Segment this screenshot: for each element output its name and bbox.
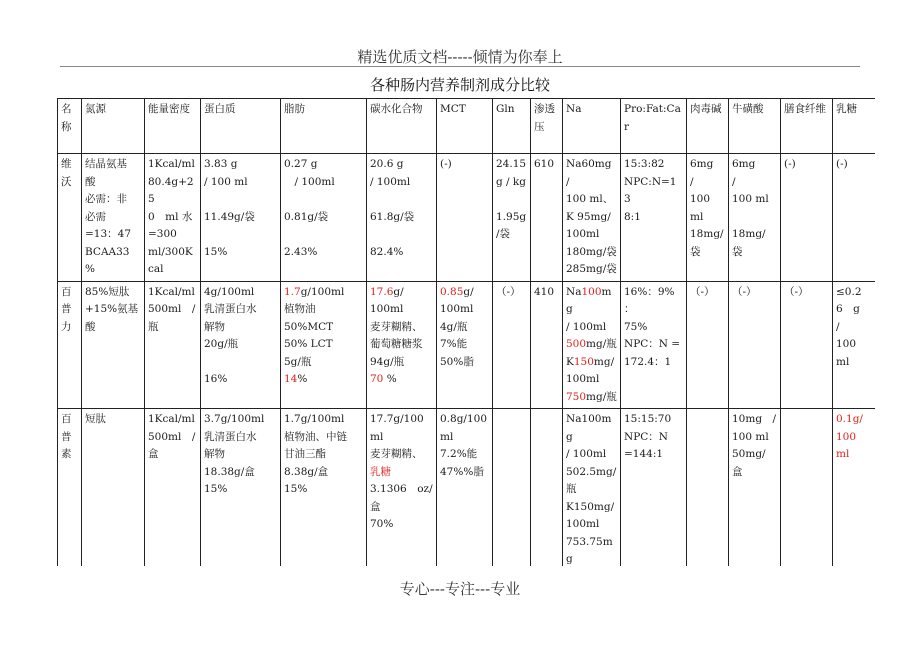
table-cell (531, 281, 563, 409)
cell-text: 150 (573, 355, 594, 368)
comparison-table-wrapper (57, 98, 875, 566)
cell-line: 2.43% (284, 245, 318, 258)
cell-text: 500 (566, 338, 587, 350)
cell-line: / 100ml (566, 448, 607, 460)
cell-line: 1Kcal/ml (148, 413, 195, 425)
cell-line: / 100ml (284, 175, 335, 188)
column-header: 氮源 (82, 99, 145, 154)
header-row (58, 99, 876, 154)
cell-line (284, 371, 363, 389)
table-cell (493, 409, 531, 567)
cell-line: 753.75mg (566, 535, 613, 565)
cell-line: 百 (61, 285, 72, 298)
table-cell (281, 154, 367, 282)
column-header: 脂肪 (281, 99, 367, 154)
cell-line (496, 191, 527, 209)
table-cell (563, 154, 621, 282)
cell-text: g/ (393, 285, 404, 298)
cell-line: NPC：N (624, 430, 668, 443)
cell-line: 100 (836, 338, 857, 350)
cell-line: 0.8g/100 (440, 413, 487, 425)
table-cell (82, 281, 145, 409)
cell-line (440, 301, 489, 319)
cell-line: 3.1306 oz/ (370, 483, 433, 495)
cell-line: 410 (534, 285, 555, 298)
table-cell (201, 154, 281, 282)
cell-line: 力 (61, 320, 72, 333)
table-cell (833, 281, 876, 409)
page-footer: 专心---专注---专业 (399, 580, 521, 598)
comparison-table (57, 98, 875, 566)
cell-text: 5g/瓶 (284, 355, 312, 368)
table-cell (145, 281, 201, 409)
cell-text: % (297, 373, 308, 385)
cell-line (370, 191, 433, 209)
cell-line (566, 371, 617, 389)
cell-line: NPC:N=13 (624, 175, 677, 205)
cell-line: （-） (732, 285, 757, 298)
cell-line (284, 226, 363, 244)
cell-text: / 100ml (566, 320, 607, 333)
cell-line: 6mg / (690, 158, 724, 188)
table-cell (833, 154, 876, 282)
cell-line: +15%氨基 (85, 303, 139, 315)
table-cell (531, 409, 563, 567)
cell-line (566, 319, 617, 337)
cell-line (284, 354, 363, 372)
cell-line: 18.38g/盒 (204, 465, 255, 478)
cell-line: 乳清蛋白水 (204, 303, 257, 315)
cell-line: 100ml (566, 228, 600, 240)
cell-text: 94g/瓶 (370, 355, 405, 368)
cell-text: 7%能 (440, 338, 468, 350)
cell-line (284, 284, 363, 302)
table-row (58, 154, 876, 282)
cell-line: 短肽 (85, 413, 106, 425)
cell-line: ≤0.2 (836, 285, 862, 298)
cell-text: 70 (370, 373, 387, 385)
cell-line: 4g/100ml (204, 285, 255, 298)
cell-text: 100ml (566, 373, 600, 385)
cell-line: 8.38g/盒 (284, 465, 329, 478)
table-cell (437, 154, 493, 282)
table-cell (729, 281, 781, 409)
cell-line (440, 354, 489, 372)
cell-line: 6 g / (836, 303, 871, 333)
table-cell (367, 154, 437, 282)
cell-line (284, 191, 363, 209)
table-cell (367, 409, 437, 567)
cell-line: 6mg / (732, 158, 777, 188)
cell-line: ml (440, 430, 454, 443)
cell-line: Na60mg / (566, 158, 612, 188)
page-header: 精选优质文档-----倾情为你奉上 (357, 48, 563, 66)
column-header: Pro:Fat:Car (621, 99, 687, 154)
cell-line (566, 389, 617, 407)
table-cell (58, 281, 82, 409)
cell-line: 82.4% (370, 245, 404, 258)
cell-line: 盒 (370, 500, 381, 513)
table-cell (437, 281, 493, 409)
cell-line: (-) (836, 158, 848, 170)
table-cell (145, 409, 201, 567)
cell-line: 15% (204, 245, 228, 258)
cell-text: g/ (463, 285, 474, 298)
cell-text: 麦芽糊精、 (370, 320, 423, 333)
cell-text: g/100ml (300, 285, 345, 298)
table-cell (493, 154, 531, 282)
table-cell (201, 409, 281, 567)
cell-line (496, 411, 527, 429)
table-cell (781, 281, 833, 409)
cell-line (370, 336, 433, 354)
cell-line: 0.81g/袋 (284, 210, 329, 223)
cell-line: 15:15:70 (624, 413, 672, 425)
cell-line (370, 226, 433, 244)
cell-line: 50mg/ (732, 448, 766, 460)
cell-line: 15% (204, 483, 228, 495)
cell-line: =13：47 (85, 228, 132, 240)
column-header: 乳糖 (833, 99, 876, 154)
table-cell (201, 281, 281, 409)
cell-line (284, 319, 363, 337)
cell-line (370, 319, 433, 337)
cell-line: ml (690, 210, 704, 223)
table-cell (281, 281, 367, 409)
cell-text: 50%脂 (440, 355, 474, 368)
cell-line (284, 336, 363, 354)
column-header: 肉毒碱 (687, 99, 729, 154)
cell-line (204, 226, 277, 244)
cell-text: 100ml (370, 303, 404, 315)
cell-text: mg/瓶 (586, 390, 617, 403)
cell-line: 3.7g/100ml (204, 413, 265, 425)
cell-line: 180mg/袋 (566, 245, 617, 258)
column-header: MCT (437, 99, 493, 154)
cell-line: 15:3:82 (624, 158, 665, 170)
cell-line: 盒 (148, 448, 159, 460)
table-cell (687, 281, 729, 409)
cell-line: 10mg / (732, 413, 777, 425)
cell-line: 必需：非 (85, 193, 127, 205)
cell-line: 瓶 (566, 483, 577, 495)
cell-line (370, 301, 433, 319)
table-cell (781, 409, 833, 567)
cell-line: 1Kcal/ml (148, 285, 195, 298)
cell-line: 结晶氨基 (85, 158, 127, 170)
table-cell (687, 154, 729, 282)
cell-text: 0.85 (440, 285, 464, 298)
cell-line: 盒 (732, 465, 743, 478)
cell-line: ml (836, 448, 850, 460)
cell-line (440, 284, 489, 302)
table-cell (729, 409, 781, 567)
cell-line: 502.5mg/ (566, 465, 617, 478)
cell-line: 85%短肽 (85, 285, 130, 298)
cell-text: 葡萄糖糖浆 (370, 338, 423, 350)
table-cell (82, 154, 145, 282)
cell-text: K (566, 355, 574, 368)
cell-line: 7.2%能 (440, 448, 478, 460)
table-cell (563, 281, 621, 409)
cell-line: 瓶 (148, 320, 159, 333)
cell-line: 乳糖 (370, 465, 391, 478)
cell-line: 袋 (732, 245, 743, 258)
cell-line: 0.27 g (284, 158, 318, 170)
cell-line: （-） (690, 285, 715, 298)
cell-line: Na100mg (566, 413, 612, 443)
cell-line: 100 ml (732, 430, 769, 443)
cell-line (440, 336, 489, 354)
cell-line: g / kg (496, 175, 527, 188)
column-header: 膳食纤维 (781, 99, 833, 154)
cell-line: 植物油、中链 (284, 430, 347, 443)
cell-line (204, 191, 277, 209)
cell-line (732, 209, 777, 227)
table-cell (145, 154, 201, 282)
cell-line: 百 (61, 413, 72, 425)
cell-text: mg (566, 285, 612, 315)
table-cell (729, 154, 781, 282)
cell-line: ml/300K (148, 245, 193, 258)
cell-text: 100ml (440, 303, 474, 315)
table-cell (621, 409, 687, 567)
cell-line: 17.7g/100ml (370, 413, 424, 443)
cell-line (370, 371, 433, 389)
cell-line (370, 354, 433, 372)
cell-line: 普 (61, 430, 72, 443)
cell-line (204, 354, 277, 372)
cell-line: / 100 ml (204, 175, 248, 188)
cell-text: 750 (566, 390, 587, 403)
cell-line: 必需 (85, 210, 106, 223)
cell-line: 18mg/ (690, 228, 724, 240)
cell-line: 解物 (204, 448, 225, 460)
cell-line: 解物 (204, 320, 225, 333)
cell-text: 14 (284, 373, 298, 385)
cell-line: （-） (496, 285, 521, 298)
cell-line: / 100ml (370, 175, 411, 188)
cell-text: 植物油 (284, 303, 316, 315)
cell-line: 20g/瓶 (204, 338, 239, 350)
cell-line: 素 (61, 448, 72, 460)
cell-line: 61.8g/袋 (370, 210, 415, 223)
header-rule (60, 66, 860, 67)
table-cell (833, 409, 876, 567)
cell-line: ： (624, 303, 635, 315)
cell-line (566, 284, 617, 319)
cell-line: 1Kcal/ml (148, 158, 195, 170)
cell-line (784, 411, 829, 429)
table-cell (531, 154, 563, 282)
table-row (58, 281, 876, 409)
table-cell (82, 409, 145, 567)
cell-text: 100 (581, 285, 602, 298)
cell-line: K 95mg/ (566, 210, 611, 223)
column-header: 名称 (58, 99, 82, 154)
cell-line: 乳清蛋白水 (204, 430, 257, 443)
cell-line: (-) (440, 158, 452, 170)
cell-line: 16%：9% (624, 285, 675, 298)
cell-line: 24.15 (496, 158, 527, 170)
cell-line: 100 (836, 430, 857, 443)
table-cell (687, 409, 729, 567)
cell-line: 75% (624, 320, 648, 333)
column-header: 蛋白质 (201, 99, 281, 154)
table-cell (58, 154, 82, 282)
cell-line: cal (148, 263, 164, 275)
cell-line: % (85, 263, 95, 275)
cell-line: 袋 (690, 245, 701, 258)
table-cell (621, 281, 687, 409)
cell-line: 70% (370, 518, 394, 530)
table-cell (781, 154, 833, 282)
table-cell (563, 409, 621, 567)
cell-line: K150mg/ (566, 500, 615, 513)
cell-line: 172.4：1 (624, 355, 672, 368)
cell-line: 普 (61, 303, 72, 315)
cell-line: 15% (284, 483, 308, 495)
cell-line: 麦芽糊精、 (370, 448, 423, 460)
cell-line: 285mg/袋 (566, 263, 617, 275)
table-cell (58, 409, 82, 567)
cell-line: 酸 (85, 175, 96, 188)
cell-line: 0.1g/ (836, 413, 863, 425)
cell-line: BCAA33 (85, 245, 130, 258)
document-title: 各种肠内营养制剂成分比较 (369, 76, 550, 94)
cell-line (566, 336, 617, 354)
cell-line: NPC：N = (624, 338, 681, 350)
cell-line: 3.83 g (204, 158, 238, 170)
cell-line: 维 (61, 158, 72, 170)
column-header: 渗透压 (531, 99, 563, 154)
table-body (58, 99, 876, 567)
cell-text: 50%MCT (284, 320, 334, 333)
cell-text: mg/ (593, 355, 615, 368)
cell-line: 100 ml (732, 193, 769, 205)
column-header: Gln (493, 99, 531, 154)
cell-line: 0 ml 水 (148, 210, 193, 223)
table-cell (367, 281, 437, 409)
table-row (58, 409, 876, 567)
cell-text: Na (566, 285, 582, 298)
cell-line: ml (836, 355, 850, 368)
cell-line: 18mg/ (732, 228, 766, 240)
table-cell (493, 281, 531, 409)
cell-line: 1.95g (496, 210, 527, 223)
table-cell (281, 409, 367, 567)
cell-line: =144:1 (624, 448, 664, 460)
cell-line: 20.6 g (370, 158, 404, 170)
cell-line: 16% (204, 373, 228, 385)
cell-line: /袋 (496, 228, 511, 240)
cell-line: 酸 (85, 320, 96, 333)
column-header: 牛磺酸 (729, 99, 781, 154)
column-header: 碳水化合物 (367, 99, 437, 154)
cell-line: 沃 (61, 175, 72, 188)
cell-line (440, 319, 489, 337)
cell-line: （-） (784, 285, 809, 298)
table-cell (621, 154, 687, 282)
cell-line: (-) (784, 158, 796, 170)
cell-line (690, 411, 725, 429)
cell-line: 8:1 (624, 210, 641, 223)
cell-line: 甘油三酯 (284, 448, 326, 460)
cell-line (370, 284, 433, 302)
cell-line: 500ml / (148, 430, 196, 443)
cell-line: 100ml (566, 518, 600, 530)
cell-text: 17.6 (370, 285, 394, 298)
cell-line: 610 (534, 158, 555, 170)
cell-line: 500ml / (148, 303, 196, 315)
cell-text: mg/瓶 (586, 338, 617, 350)
column-header: Na (563, 99, 621, 154)
cell-text: 50% LCT (284, 338, 333, 350)
cell-text: % (386, 373, 397, 385)
cell-line: 11.49g/袋 (204, 210, 255, 223)
cell-line (534, 411, 559, 429)
cell-line: 100 (690, 193, 711, 205)
column-header: 能量密度 (145, 99, 201, 154)
cell-line: 100 ml、 (566, 193, 614, 205)
cell-line (284, 301, 363, 319)
cell-line: 80.4g+25 (148, 175, 194, 205)
cell-line (566, 354, 617, 372)
cell-text: 4g/瓶 (440, 320, 468, 333)
table-cell (437, 409, 493, 567)
cell-text: 1.7 (284, 285, 301, 298)
cell-line: =300 (148, 228, 177, 240)
cell-line: 1.7g/100ml (284, 413, 345, 425)
cell-line: 47%%脂 (440, 465, 484, 478)
